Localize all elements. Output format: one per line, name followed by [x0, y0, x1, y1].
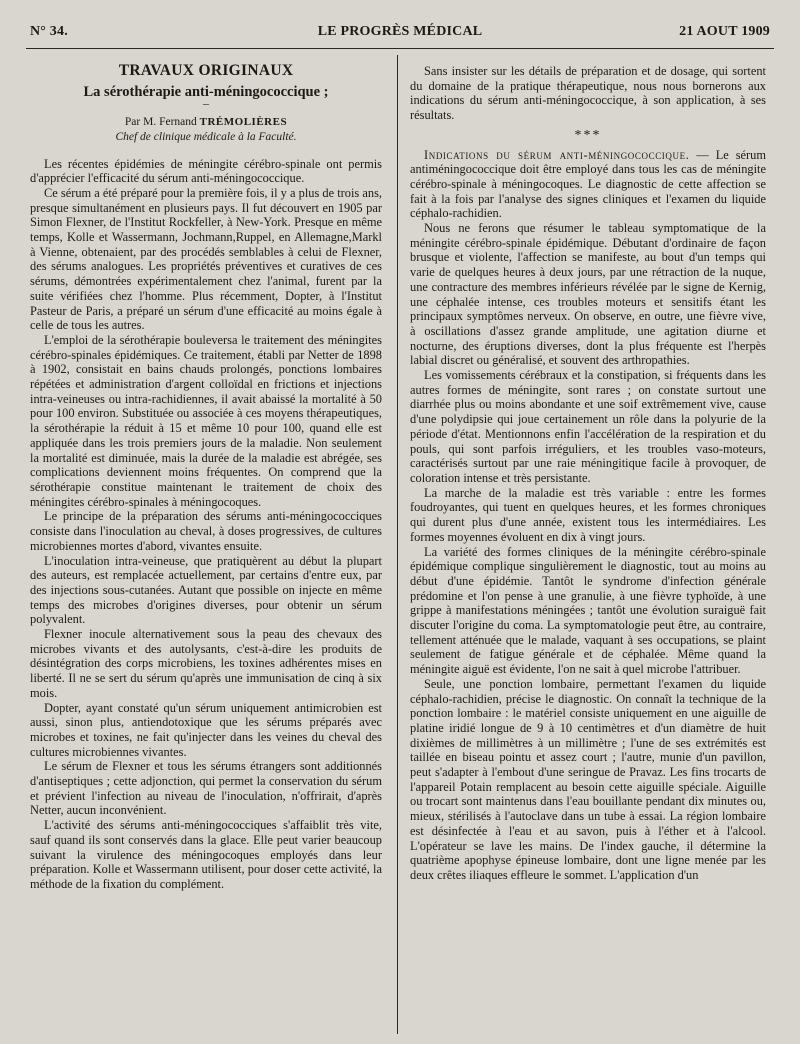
- issue-date: 21 AOUT 1909: [679, 24, 770, 39]
- left-column: [30, 58, 382, 892]
- column-divider: [397, 55, 398, 1034]
- right-column: [410, 64, 766, 883]
- paragraph: [410, 148, 766, 222]
- paragraph: Sans insister sur les détails de préparation et de dosage, qui sortent du domaine de la pratique thérapeutique, nous nous bornerons aux indications du sérum anti-méningococcique, à son application, à ses résultats.: [410, 64, 766, 123]
- article-title: La sérothérapie anti-méningococcique ;: [83, 83, 329, 100]
- paragraph: L'emploi de la sérothérapie bouleversa le traitement des méningites cérébro-spinales épidémiques. Ce traitement, établi par Netter de 1898 à 1902, consistait en bains chauds prolongés, ponctions lombaires répétées et administration d'argent colloïdal en frictions et injections intra-veineuses ou intra-rachidiennes, il avait abaissé la mortalité à 50 pour 100 environ. Substituée ou associée à ces moyens thérapeutiques, la sérothérapie la réduit à 15 et même 10 pour 100, quand elle est appliquée dans les trois premiers jours de la maladie. Non seulement la mortalité est diminuée, mais la durée de la maladie est abrégée, ses complications deviennent moins fréquentes. On comprend que la sérothérapie constitue maintenant le traitement de choix des méningites cérébro-spinales à méningocoques.: [30, 332, 382, 509]
- paragraph: Dopter, ayant constaté qu'un sérum uniquement antimicrobien est aussi, sinon plus, antiendotoxique que les sérums préparés avec microbes et toxines, ne fait qu'injecter dans les veines du cheval des cultures microbiennes vivantes.: [30, 700, 382, 759]
- title-dash: –: [203, 96, 209, 111]
- paragraph: Flexner inocule alternativement sous la peau des chevaux des microbes vivants et des autolysants, c'est-à-dire les produits de désintégration des corps microbiens, les toxines adhérentes mises en liberté. Il ne se sert du sérum qu'après une immunisation de cinq à six mois.: [30, 627, 382, 700]
- paragraph: Seule, une ponction lombaire, permettant l'examen du liquide céphalo-rachidien, précise le diagnostic. On connaît la technique de la ponction lombaire : le matériel consiste uniquement en une aiguille de platine iridié longue de 9 à 10 centimètres et d'un diamètre de huit dixièmes de millimètres à un millimètre ; l'une de ses extrémités est taillée en biseau pointu et assez court ; l'autre, munie d'un pavillon, peut s'adapter à l'embout d'une seringue de Pravaz. Les fins trocarts de l'appareil Potain remplacent au besoin cette aiguille spéciale. Aiguille ou trocart sont maintenus dans l'eau bouillante pendant dix minutes ou, mieux, stérilisés à l'autoclave dans un tube à essai. La région lombaire est désinfectée à l'eau et au savon, puis à l'éther et à l'alcool. L'opérateur se lave les mains. De l'index gauche, il détermine la quatrième apophyse épineuse lombaire, dont une ligne menée par les deux crêtes iliaques effleure le sommet. L'application d'un: [410, 676, 766, 882]
- paragraph: La variété des formes cliniques de la méningite cérébro-spinale épidémique complique singulièrement le diagnostic, tout au moins au début d'une épidémie. Tantôt le syndrome d'infection générale prédomine et l'on pense à une granulie, à une fièvre typhoïde, à une grippe à manifestations méningées ; tantôt une évolution suraiguë fait discuter l'origine du coma. La symptomatologie peut être, au contraire, tellement atténuée que le malade, vaquant à ses occupations, se plaint seulement de fatigue générale et de céphalée. Même quand la méningite aiguë est évidente, l'on ne sait à quel microbe l'attribuer.: [410, 544, 766, 677]
- paragraph: L'inoculation intra-veineuse, que pratiquèrent au début la plupart des auteurs, est remplacée actuellement, par certains d'entre eux, par des injections sous-cutanées. Autant que possible on injecte en même temps des microbes d'origines diverses, pour obtenir un sérum polyvalent.: [30, 553, 382, 627]
- paragraph: Nous ne ferons que résumer le tableau symptomatique de la méningite cérébro-spinale épidémique. Débutant d'ordinaire de façon brusque et violente, l'affection se manifeste, au bout d'un temps qui varie de quelques heures à deux jours, par une rétraction de la nuque, une contracture des membres inférieurs révélée par le signe de Kernig, une céphalée intense, ces troubles moteurs et sensitifs étant les principaux symptômes nerveux. On observe, en outre, une fièvre vive, à oscillations d'assez grande amplitude, une agitation diurne et nocturne, des éruptions diverses, dont la plus fréquente est l'herpès labial discret ou généralisé, et souvent des arthropathies.: [410, 221, 766, 368]
- author-prefix: Par M. Fernand: [124, 116, 197, 129]
- author-affiliation: Chef de clinique médicale à la Faculté.: [115, 130, 297, 143]
- section-separator: ***: [574, 127, 602, 143]
- paragraph: Le sérum de Flexner et tous les sérums étrangers sont additionnés d'antiseptiques ; cette adjonction, qui permet la conservation du sérum et prévient l'infection au niveau de l'inoculation, n'offrirait, d'après Netter, aucun inconvénient.: [30, 759, 382, 818]
- page-header: [30, 24, 770, 46]
- issue-number: N° 34.: [30, 24, 68, 39]
- paragraph: Le principe de la préparation des sérums anti-méningococciques consiste dans l'inoculation au cheval, à doses progressives, de cultures microbiennes mortes d'abord, vivantes ensuite.: [30, 509, 382, 553]
- author-line: [30, 115, 382, 130]
- paragraph: La marche de la maladie est très variable : entre les formes foudroyantes, qui tuent en quelques heures, et les formes chroniques qui durent plus d'une année, existent tous les intermédiaires. Les formes moyennes évoluent en dix à vingt jours.: [410, 485, 766, 544]
- section-title: TRAVAUX ORIGINAUX: [118, 62, 294, 79]
- subheading: Indications du sérum anti-méningococcique.: [424, 147, 690, 162]
- paragraph: L'activité des sérums anti-méningococciques s'affaiblit très vite, sauf quand ils sont conservés dans la glace. Elle peut varier beaucoup suivant la virulence des méningocoques employés dans leur préparation. Kolle et Wassermann utilisent, pour doser cette activité, la méthode de la fixation du complément.: [30, 818, 382, 891]
- author-name: TRÉMOLIÈRES: [199, 116, 288, 129]
- subheading-text: — Le sérum antiméningococcique doit être employé dans tous les cas de méningite cérébro-spinale à méningocoques. Le diagnostic de cette affection se fait à la fois par l'analyse des signes cliniques et l'examen du liquide céphalo-rachidien.: [410, 147, 766, 221]
- paragraph: Les vomissements cérébraux et la constipation, si fréquents dans les autres formes de méningite, sont rares ; on constate surtout une diarrhée plus ou moins abondante et une soif extrêmement vive, cause d'une polydipsie qui joue certainement un rôle dans la polyurie de la période d'état. Mentionnons enfin l'accélération de la respiration et du pouls, qui sont parfois irréguliers, et les troubles vaso-moteurs, caractérisés surtout par une raie méningitique facile à provoquer, de coloration intense et très persistante.: [410, 368, 766, 485]
- header-rule: [26, 48, 774, 49]
- paragraph: Ce sérum a été préparé pour la première fois, il y a plus de trois ans, presque simultanément en plusieurs pays. Il fut découvert en 1905 par Simon Flexner, de l'Institut Rockfeller, à New-York. Presque en même temps, Kolle et Wassermann, Jochmann,Ruppel, en Allemagne,Markl à Vienne, obtenaient, par des procédés semblables à celui de Flexner, des sérums analogues. Les propriétés préventives et curatives de ces sérums, démontrées expérimentalement chez l'animal, furent par la suite vérifiées chez l'homme. Plus récemment, Dopter, à l'Institut Pasteur de Paris, a préparé un sérum d'une efficacité au moins égale à celle de tous les autres.: [30, 185, 382, 333]
- paragraph: Les récentes épidémies de méningite cérébro-spinale ont permis d'apprécier l'efficacité du sérum anti-méningococcique.: [30, 156, 382, 186]
- journal-title: LE PROGRÈS MÉDICAL: [317, 24, 483, 39]
